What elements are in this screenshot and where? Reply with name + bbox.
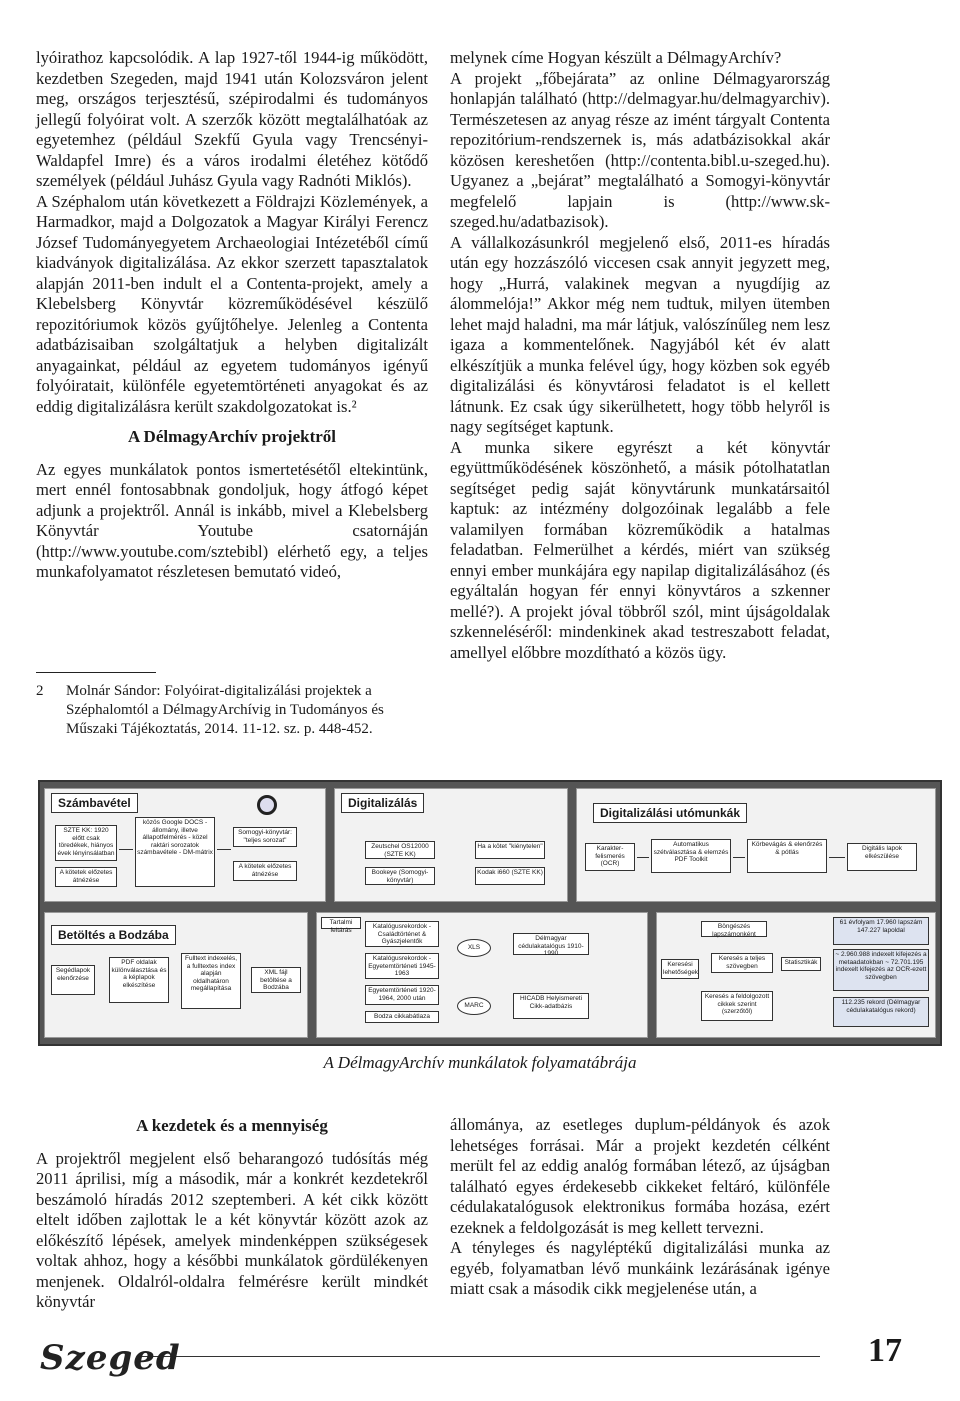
paragraph: A vállalkozásunkról megjelenő első, 2011-es híradás után egy hozzászóló viccesen csak annyit jegyzett meg, hogy „Hurrá, valakinek megvan a nyugdíjig az álommelója!” Akkor még nem tudtuk, milyen ütemben lehet majd haladni, ma már látjuk, valószínűleg nem lesz igaza a kommentelőnek. Nagyjából két év alatt elkészítjük a munka felével úgy, hogy közben sok egyéb digitalizálási és könyvtárosi feladatot is el kellett látnunk. Ez csak úgy sikerülhetett, hogy több helyről is nagy segítséget kaptunk. (450, 232, 830, 436)
box-somogyi: Somogyi-könyvtár: "teljes sorozat" (233, 827, 297, 847)
box-katalogus-2: Katalógusrekordok - Egyetemtörténeti 1945-1963 (365, 953, 439, 979)
box-kereses-cikkek: Keresés a feldolgozott cikkek szerint (szerzőtől) (701, 991, 773, 1021)
panel-title: Betöltés a Bodzába (51, 925, 176, 945)
right-column (450, 48, 830, 663)
box-google-docs: közös Google DOCS - állomány, illetve állapotfelmérés - közel raktári sorozatok számbavétele - DM-mátrix (135, 817, 215, 887)
box-kereses-szoveg: Keresés a teljes szövegben (711, 953, 773, 973)
page-number: 17 (868, 1332, 902, 1369)
box-ocr: Karakter-felismerés (OCR) (585, 843, 635, 871)
box-digitalis-lapok: Digitális lapok elkészülése (847, 843, 917, 871)
paragraph: lyóirathoz kapcsolódik. A lap 1927-től 1944-ig működött, kezdetben Szegeden, majd 1941 után Kolozsváron jelent meg, országos terjesztésű, szépirodalmi és tudományos jellegű folyóirat volt. A szerzők között megtalálhatóak az egyetemhez (például Szekfű Gyula vagy Trencsényi-Waldapfel Imre) és a város irodalmi életéhez kötődő személyek (például Juhász Gyula vagy Radnóti Miklós). (36, 48, 428, 190)
workflow-diagram (38, 780, 942, 1046)
xls-node: XLS (457, 939, 491, 957)
paragraph: A munka sikere egyrészt a két könyvtár együttműködésének köszönhető, a másik pótolhatatlan segítséget pedig saját könyvtárunk munkatársaitól kaptuk: az intézmény dolgozóinak legalább a fele valamilyen formában közreműködik a hatalmas feladatban. Felmerülhet a kérdés, miért van szükség ennyi ember munkájára egy napilap digitalizálásához (és egyáltalán hogyan fér ennyi könyvtáros a szkenner mellé?). A projekt jóval többről szól, mint újságoldalak szkenneléséről: mindenkinek akad testreszabott feladat, amellyel előbbre mozdítható a közös ügy. (450, 437, 830, 662)
paragraph: Az egyes munkálatok pontos ismertetésétől eltekintünk, mert ennél fontosabbnak gondoljuk, hogy átfogó képet adjunk a projektről. Annál is inkább, mivel a Klebelsberg Könyvtár Youtube csatornáján (http://www.youtube.com/sztebibl) elérhető egy, a teljes munkafolyamatot részletesen bemutató videó, (36, 459, 428, 581)
footnote-text: Molnár Sándor: Folyóirat-digitalizálási projektek a Széphalomtól a DélmagyArchívig in Tudományos és Műszaki Tájékoztatás, 2014. 11-12. sz. p. 448-452. (66, 683, 384, 737)
box-kotetek: A kötetek előzetes átnézése (55, 867, 117, 887)
arrow (829, 857, 845, 858)
box-kotetek: A kötetek előzetes átnézése (233, 861, 297, 881)
magnifier-icon (257, 795, 277, 815)
box-segedlapok: Segédlapok elenőrzése (51, 965, 95, 995)
box-egyetem: Egyetemtörténeti 1920-1964, 2000 után (365, 985, 439, 1005)
box-katalogus-1: Katalógusrekordok - Családtörténet & Gyászjelentők (365, 921, 439, 947)
footer-rule (140, 1356, 820, 1357)
arrow (119, 849, 133, 850)
panel-digitalizalas (334, 788, 568, 902)
box-statisztika: Statisztikák (781, 957, 821, 971)
box-korbevagas: Körbevágás & elenőrzés & pótlás (747, 839, 827, 873)
box-indexelt: ~ 2.960.988 indexelt kifejezés a metaadatokban ~ 72.701.195 indexelt kifejezés az OCR-ezett szövegben (833, 949, 929, 991)
box-tartalmi: Tartalmi feltárás (321, 917, 361, 929)
panel-title: Digitalizálás (341, 793, 424, 813)
box-fulltext: Fulltext indexelés, a fulltextes index alapján oldalhatáron megállapítása (181, 953, 241, 1009)
box-xml: XML fájl betöltése a Bodzába (251, 967, 301, 993)
footnote-rule (36, 672, 156, 673)
section-heading: A kezdetek és a mennyiség (136, 1116, 328, 1135)
box-bookeye: Bookeye (Somogyi-könyvtár) (365, 867, 435, 885)
left-column (36, 48, 428, 583)
box-sztekk: SZTE KK: 1920 előtt csak töredékek, hiányos évek lényinsálatban (55, 825, 117, 861)
box-pdf-oldalak: PDF oldalak különválasztása és a képlapok elkészítése (109, 957, 169, 1003)
box-ha-kotet: Ha a kötet "kiénytelen" (475, 841, 545, 859)
lower-left-column (36, 1116, 428, 1313)
paragraph: A Széphalom után következett a Földrajzi Közlemények, a Harmadkor, majd a Dolgozatok a Magyar Királyi Ferencz József Tudományegyetem Archaeologiai Intézetéből című kiadványok digitalizálása. Az ekkor szerzett tapasztalatok alapján 2011-ben indult el a Contenta-projekt, amely a Klebelsberg Könyvtár közreműködésével készülő repozitóriumok közös gyűjtőhelye. Jelenleg a Contenta adatbázisaiban szolgáltatjuk a helyben digitalizált anyagainkat, például az egyetem tudományos igényű folyóiratait, különféle egyetemtörténeti anyagokat és az eddig digitalizálásra került szakdolgozatokat is.² (36, 191, 428, 416)
arrow (733, 857, 745, 858)
panel-katalogus (316, 912, 648, 1038)
paragraph: A projektről megjelent első beharangozó tudósítás még 2011 áprilisi, míg a második, már a konkrét kezdetekről beszámoló híradás 2012 szeptemberi. A két cikk között eltelt időben zajlottak le a két könyvtár között azok az előkészítő lépések, amelyek mindenképpen szükségesek voltak ahhoz, hogy a későbbi munkálatok gördülékenyen menjenek. Oldalról-oldalra felmérésre került mindkét könyvtár (36, 1148, 428, 1311)
box-keresesi: Keresési lehetőségek (661, 959, 699, 979)
box-bodza: Bodza cikkabátlaza (365, 1011, 439, 1023)
szeged-logo: Szeged (40, 1338, 181, 1378)
arrow (217, 849, 231, 850)
lower-right-column (450, 1115, 830, 1300)
footnote-number: 2 (36, 683, 44, 699)
panel-betoltes (44, 912, 308, 1038)
marc-node: MARC (457, 997, 491, 1015)
figure-caption: A DélmagyArchív munkálatok folyamatábrája (323, 1053, 637, 1072)
paragraph: állománya, az esetleges duplum-példányok és azok lehetséges forrásai. Már a projekt kezdetén célként merült fel az eddig analóg formában létező, az újságban található egyes érdekesebb cikkeket feltáró, különféle cédulakatalógusok elektronikus formába hozása, ezért ezeknek a feldolgozását is meg kellett tervezni. (450, 1115, 830, 1237)
box-bongeszes: Böngészés lapszámonként (701, 921, 767, 937)
panel-utomunkak (576, 788, 936, 902)
arrow (637, 857, 649, 858)
box-kodak: Kodak i660 (SZTE KK) (475, 867, 545, 885)
panel-szambavetel (44, 788, 326, 902)
panel-kereses (656, 912, 936, 1038)
paragraph: A projekt „főbejárata” az online Délmagyarország honlapján található (http://delmagyar.hu/delmagyarchiv). Természetesen az anyag része az imént tárgyalt Contenta repozitórium-rendszernek is, más adatbázisokkal akár közösen kereshetően (http://contenta.bibl.u-szeged.hu). Ugyanez a „bejárat” megtalálható a Somogyi-könyvtár megfelelő lapjain is (http://www.sk-szeged.hu/adatbazisok). (450, 68, 830, 231)
paragraph: melynek címe Hogyan készült a DélmagyArchív? (450, 48, 782, 67)
section-heading: A DélmagyArchív projektről (127, 427, 337, 446)
panel-title: Számbavétel (51, 793, 138, 813)
panel-title: Digitalizálási utómunkák (593, 803, 747, 823)
box-evfolyam: 61 évfolyam 17.960 lapszám 147.227 lapoldal (833, 917, 929, 945)
box-hicadb: HICADB Helyismereti Cikk-adatbázis (513, 993, 589, 1019)
footnote (36, 682, 431, 739)
box-zeutschel: Zeutschel OS12000 (SZTE KK) (365, 841, 435, 859)
box-rekord: 112.235 rekord (Délmagyar cédulakatalógus rekord) (833, 997, 929, 1027)
box-automatikus: Automatikus szétválasztása & elemzés PDF Toolkit (651, 839, 731, 873)
box-delmagyar: Délmagyar cédulakatalógus 1910-1990 (513, 933, 589, 955)
paragraph: A tényleges és nagyléptékű digitalizálási munka az egyéb, folyamatban lévő munkáink lezárásának igénye miatt csak a második cikk megjelenése után, a (450, 1238, 830, 1298)
